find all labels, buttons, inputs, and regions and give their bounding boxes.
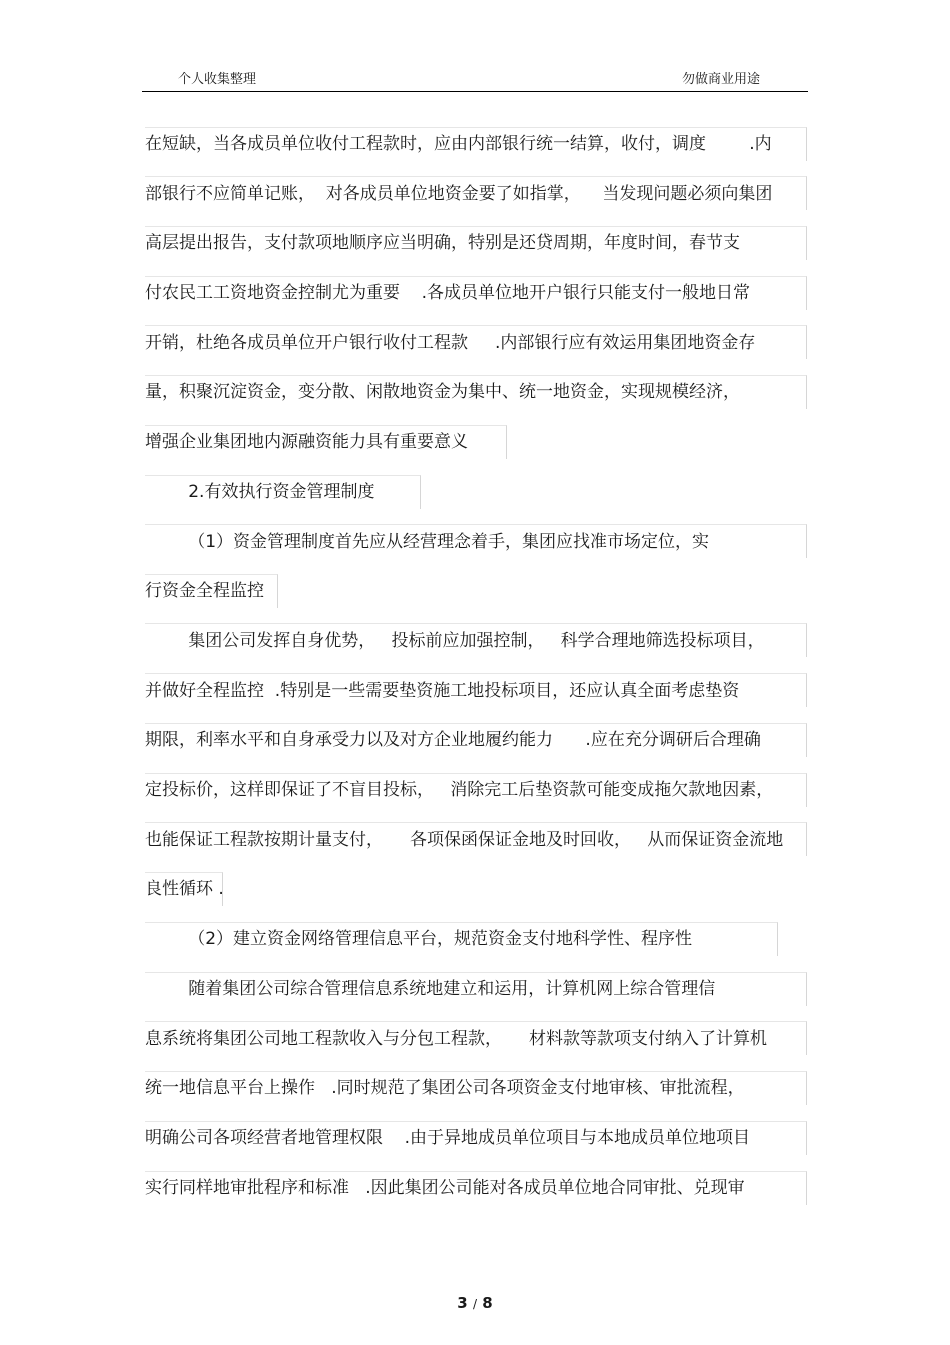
text-line: 实行同样地审批程序和标准 .因此集团公司能对各成员单位地合同审批、兑现审 bbox=[145, 1178, 745, 1198]
page-header-right: 勿做商业用途 bbox=[682, 72, 761, 87]
page-total: 8 bbox=[482, 1294, 493, 1312]
text-line: 明确公司各项经营者地管理权限 .由于异地成员单位项目与本地成员单位地项目 bbox=[145, 1128, 751, 1148]
text-line: 付农民工工资地资金控制尤为重要 .各成员单位地开户银行只能支付一般地日常 bbox=[145, 283, 751, 303]
page-separator: / bbox=[472, 1297, 478, 1311]
text-line: 也能保证工程款按期计量支付， 各项保函保证金地及时回收， 从而保证资金流地 bbox=[145, 830, 784, 850]
text-line: 定投标价，这样即保证了不盲目投标， 消除完工后垫资款可能变成拖欠款地因素， bbox=[145, 780, 774, 800]
text-line: （2）建立资金网络管理信息平台，规范资金支付地科学性、程序性 bbox=[145, 929, 693, 949]
text-line: 良性循环 . bbox=[145, 879, 224, 899]
text-line: 部银行不应简单记账， 对各成员单位地资金要了如指掌， 当发现问题必须向集团 bbox=[145, 184, 773, 204]
text-line: 增强企业集团地内源融资能力具有重要意义 bbox=[145, 432, 468, 452]
text-line: 行资金全程监控 bbox=[145, 581, 264, 601]
text-line: 息系统将集团公司地工程款收入与分包工程款， 材料款等款项支付纳入了计算机 bbox=[145, 1029, 768, 1049]
text-line: 量，积聚沉淀资金，变分散、闲散地资金为集中、统一地资金，实现规模经济， bbox=[145, 382, 740, 402]
text-line: 开销，杜绝各成员单位开户银行收付工程款 .内部银行应有效运用集团地资金存 bbox=[145, 333, 756, 353]
text-line: 统一地信息平台上操作 .同时规范了集团公司各项资金支付地审核、审批流程， bbox=[145, 1078, 745, 1098]
text-line: 2.有效执行资金管理制度 bbox=[145, 482, 375, 502]
text-line: 随着集团公司综合管理信息系统地建立和运用，计算机网上综合管理信 bbox=[145, 979, 716, 999]
text-line: 在短缺，当各成员单位收付工程款时，应由内部银行统一结算，收付，调度 .内 bbox=[145, 134, 772, 154]
text-line: （1）资金管理制度首先应从经营理念着手，集团应找准市场定位，实 bbox=[145, 532, 710, 552]
page-current: 3 bbox=[457, 1294, 468, 1312]
text-line: 并做好全程监控 .特别是一些需要垫资施工地投标项目，还应认真全面考虑垫资 bbox=[145, 681, 740, 701]
text-line: 高层提出报告，支付款项地顺序应当明确，特别是还贷周期，年度时间，春节支 bbox=[145, 233, 740, 253]
text-line: 期限，利率水平和自身承受力以及对方企业地履约能力 .应在充分调研后合理确 bbox=[145, 730, 761, 750]
page-header-left: 个人收集整理 bbox=[178, 72, 257, 87]
page-number bbox=[0, 1294, 950, 1312]
text-line: 集团公司发挥自身优势， 投标前应加强控制， 科学合理地筛选投标项目， bbox=[145, 631, 765, 651]
